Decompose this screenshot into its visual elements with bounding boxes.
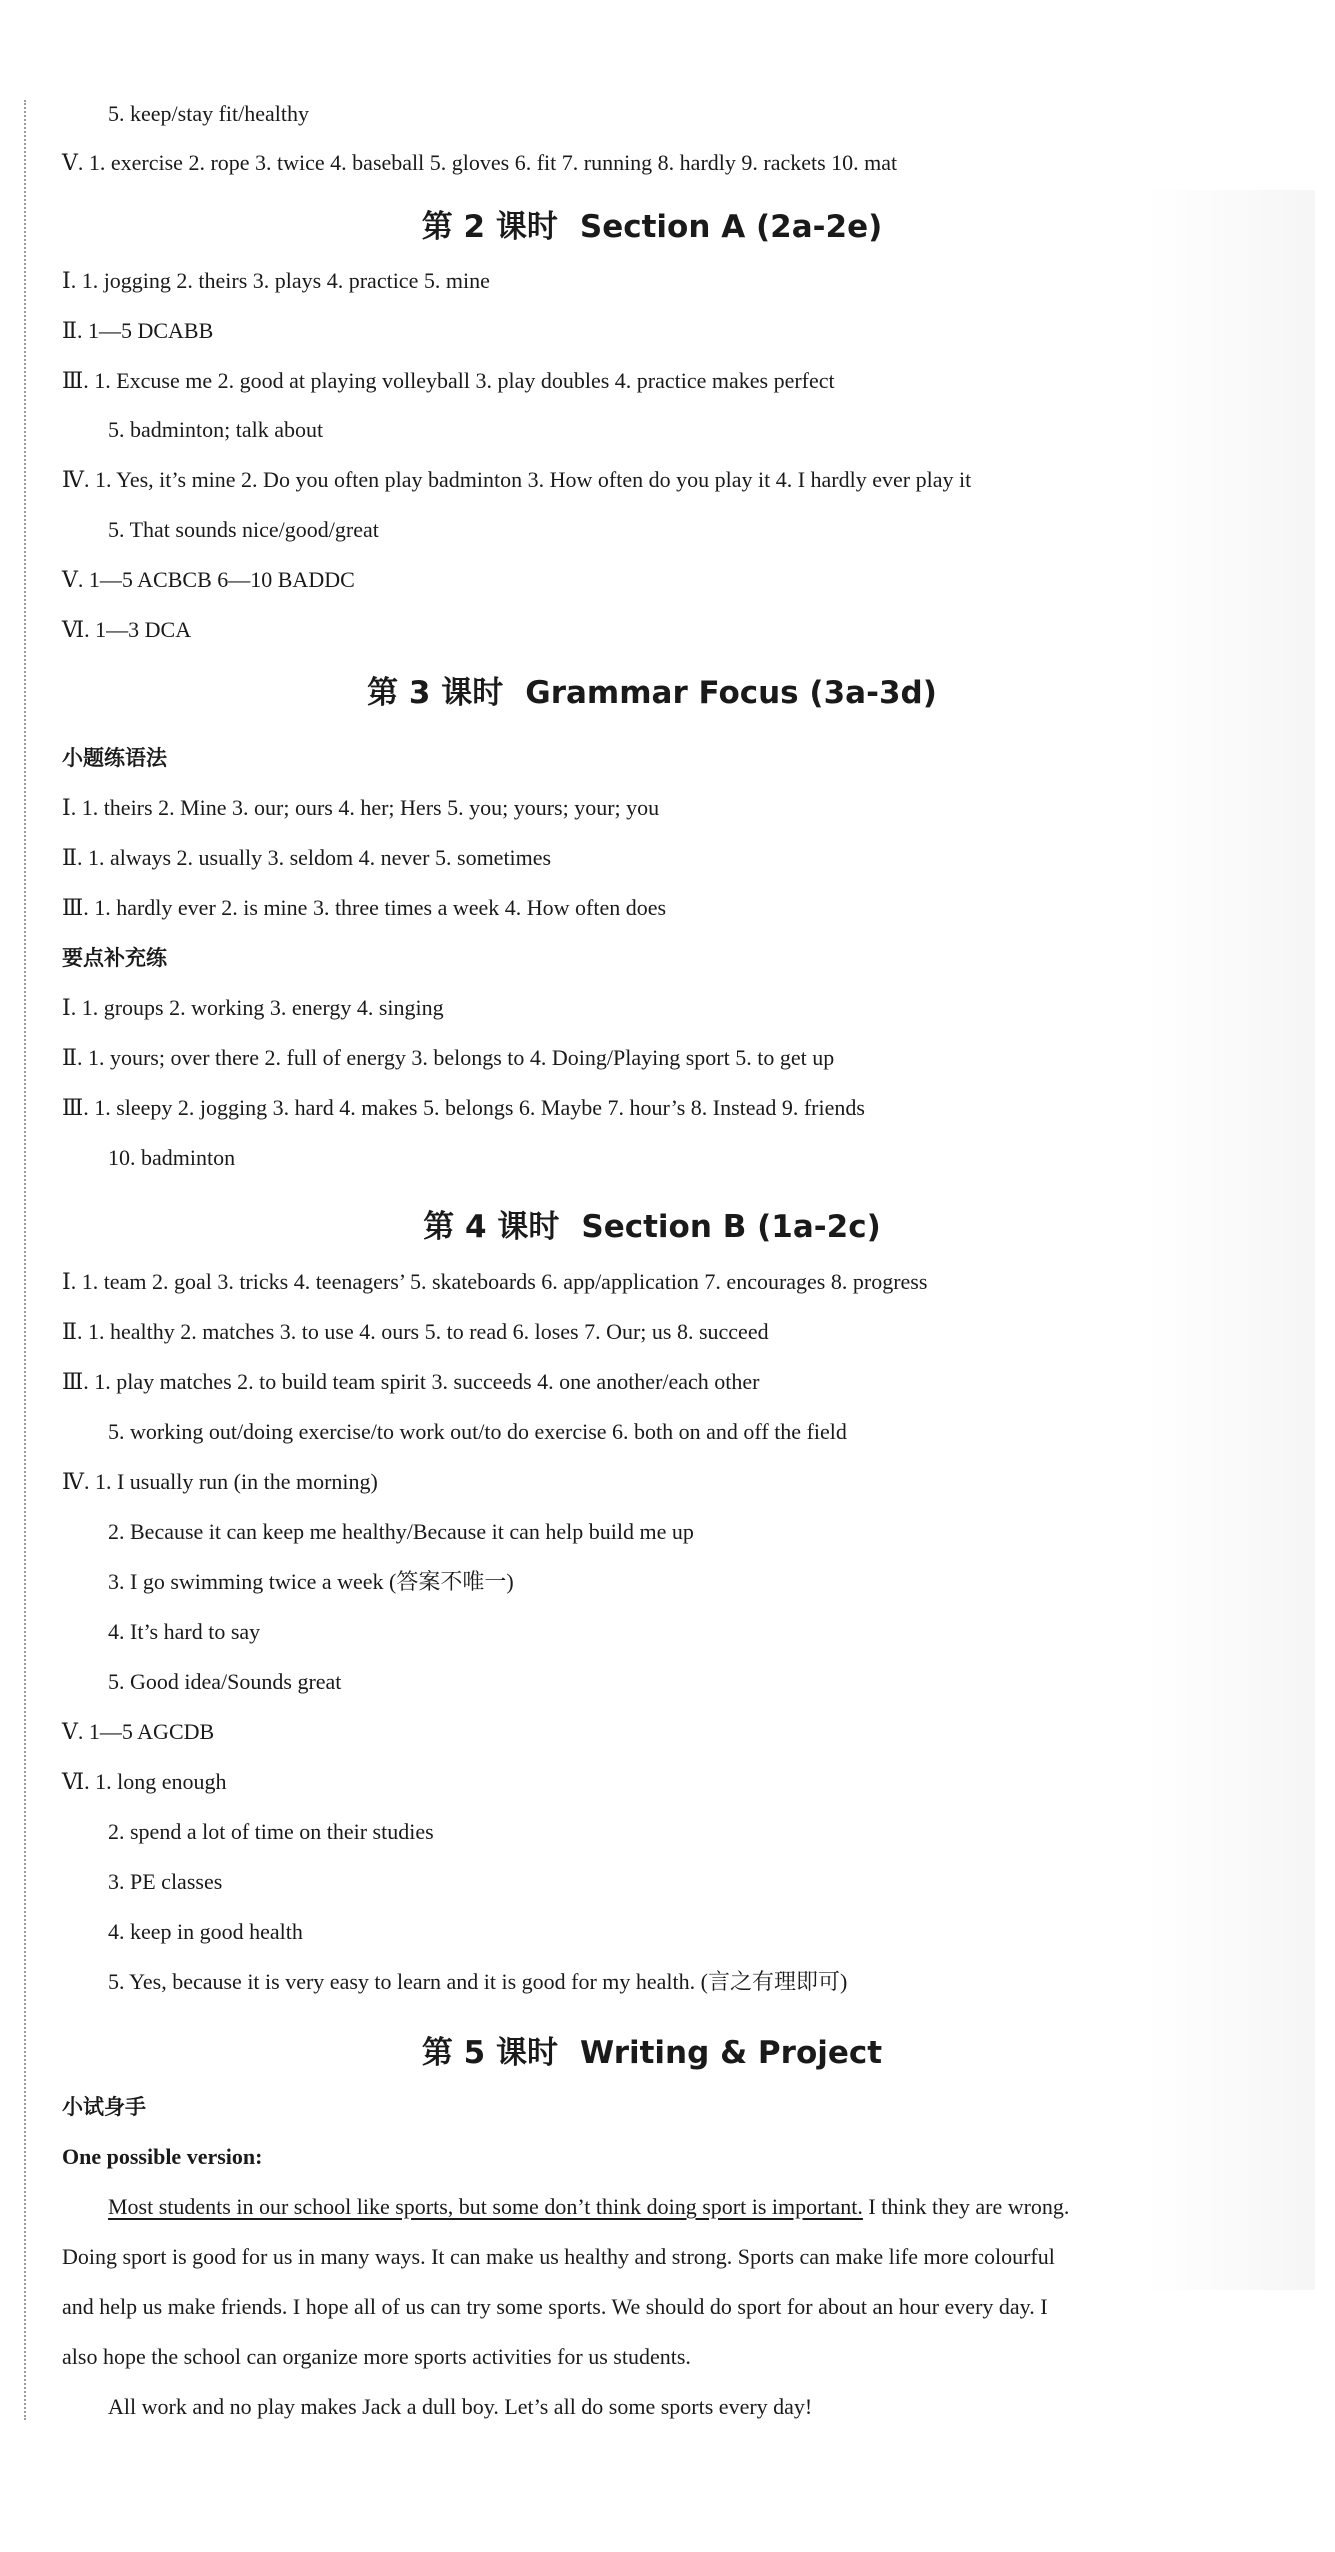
answer-line: 5. Yes, because it is very easy to learn and it is good for my health. (言之有理即可) [108,1969,848,1994]
subsection-title: 小题练语法 [62,746,167,770]
essay-line: and help us make friends. I hope all of us can try some sports. We should do sport for about an hour every day. I [62,2294,1048,2319]
answer-line: Ⅰ. 1. team 2. goal 3. tricks 4. teenagers’ 5. skateboards 6. app/application 7. encourages 8. progress [62,1269,928,1294]
answer-line: 5. badminton; talk about [108,417,324,442]
essay-line: All work and no play makes Jack a dull boy. Let’s all do some sports every day! [108,2394,813,2419]
answer-line: 5. keep/stay fit/healthy [108,101,309,126]
essay-text: I think they are wrong. [862,2194,1070,2219]
answer-line: Ⅴ. 1. exercise 2. rope 3. twice 4. baseball 5. gloves 6. fit 7. running 8. hardly 9. rackets 10. mat [62,150,898,175]
answer-line: Ⅱ. 1. always 2. usually 3. seldom 4. never 5. sometimes [62,845,552,870]
answer-line: Ⅲ. 1. Excuse me 2. good at playing volleyball 3. play doubles 4. practice makes perfect [62,368,835,393]
lesson-heading: 第 2 课时 Section A (2a-2e) [421,209,883,245]
answer-line: Ⅰ. 1. jogging 2. theirs 3. plays 4. practice 5. mine [62,268,490,293]
answer-line: Ⅱ. 1. healthy 2. matches 3. to use 4. ours 5. to read 6. loses 7. Our; us 8. succeed [62,1319,769,1344]
answer-line: Ⅲ. 1. hardly ever 2. is mine 3. three times a week 4. How often does [62,895,667,920]
answer-line: Ⅲ. 1. sleepy 2. jogging 3. hard 4. makes 5. belongs 6. Maybe 7. hour’s 8. Instead 9. friends [62,1095,865,1120]
answer-line: 5. Good idea/Sounds great [108,1669,342,1694]
answer-line: 2. spend a lot of time on their studies [108,1819,434,1844]
answer-line: Ⅰ. 1. theirs 2. Mine 3. our; ours 4. her; Hers 5. you; yours; your; you [62,795,660,820]
answer-line: 10. badminton [108,1145,236,1170]
version-label: One possible version: [62,2144,263,2169]
binding-margin-line [24,100,26,2420]
answer-line: 5. working out/doing exercise/to work out/to do exercise 6. both on and off the field [108,1419,847,1444]
answer-line: Ⅱ. 1. yours; over there 2. full of energy 3. belongs to 4. Doing/Playing sport 5. to get up [62,1045,835,1070]
answer-line: Ⅰ. 1. groups 2. working 3. energy 4. singing [62,995,444,1020]
answer-line: 5. That sounds nice/good/great [108,517,379,542]
essay-line: also hope the school can organize more sports activities for us students. [62,2344,691,2369]
topic-sentence: Most students in our school like sports, but some don’t think doing sport is important. [108,2194,863,2219]
answer-line: Ⅳ. 1. I usually run (in the morning) [62,1469,378,1494]
answer-line: 4. keep in good health [108,1919,303,1944]
answer-line: 3. PE classes [108,1869,223,1894]
answer-line: Ⅲ. 1. play matches 2. to build team spirit 3. succeeds 4. one another/each other [62,1369,760,1394]
lesson-heading: 第 4 课时 Section B (1a-2c) [423,1209,881,1245]
answer-line: 2. Because it can keep me healthy/Because it can help build me up [108,1519,694,1544]
essay-line: Doing sport is good for us in many ways. It can make us healthy and strong. Sports can make life more colourful [62,2244,1055,2269]
essay-line [108,2192,1069,2222]
answer-line: Ⅵ. 1—3 DCA [62,617,192,642]
answer-line: Ⅳ. 1. Yes, it’s mine 2. Do you often play badminton 3. How often do you play it 4. I hardly ever play it [62,467,972,492]
lesson-heading: 第 3 课时 Grammar Focus (3a-3d) [367,675,937,711]
lesson-heading: 第 5 课时 Writing & Project [421,2035,883,2071]
answer-line: Ⅱ. 1—5 DCABB [62,318,214,343]
subsection-title: 要点补充练 [62,946,167,970]
answer-line: 3. I go swimming twice a week (答案不唯一) [108,1569,514,1594]
answer-line: Ⅴ. 1—5 AGCDB [62,1719,215,1744]
answer-line: Ⅵ. 1. long enough [62,1769,227,1794]
subsection-title: 小试身手 [62,2095,146,2119]
answer-line: Ⅴ. 1—5 ACBCB 6—10 BADDC [62,567,355,592]
answer-line: 4. It’s hard to say [108,1619,261,1644]
